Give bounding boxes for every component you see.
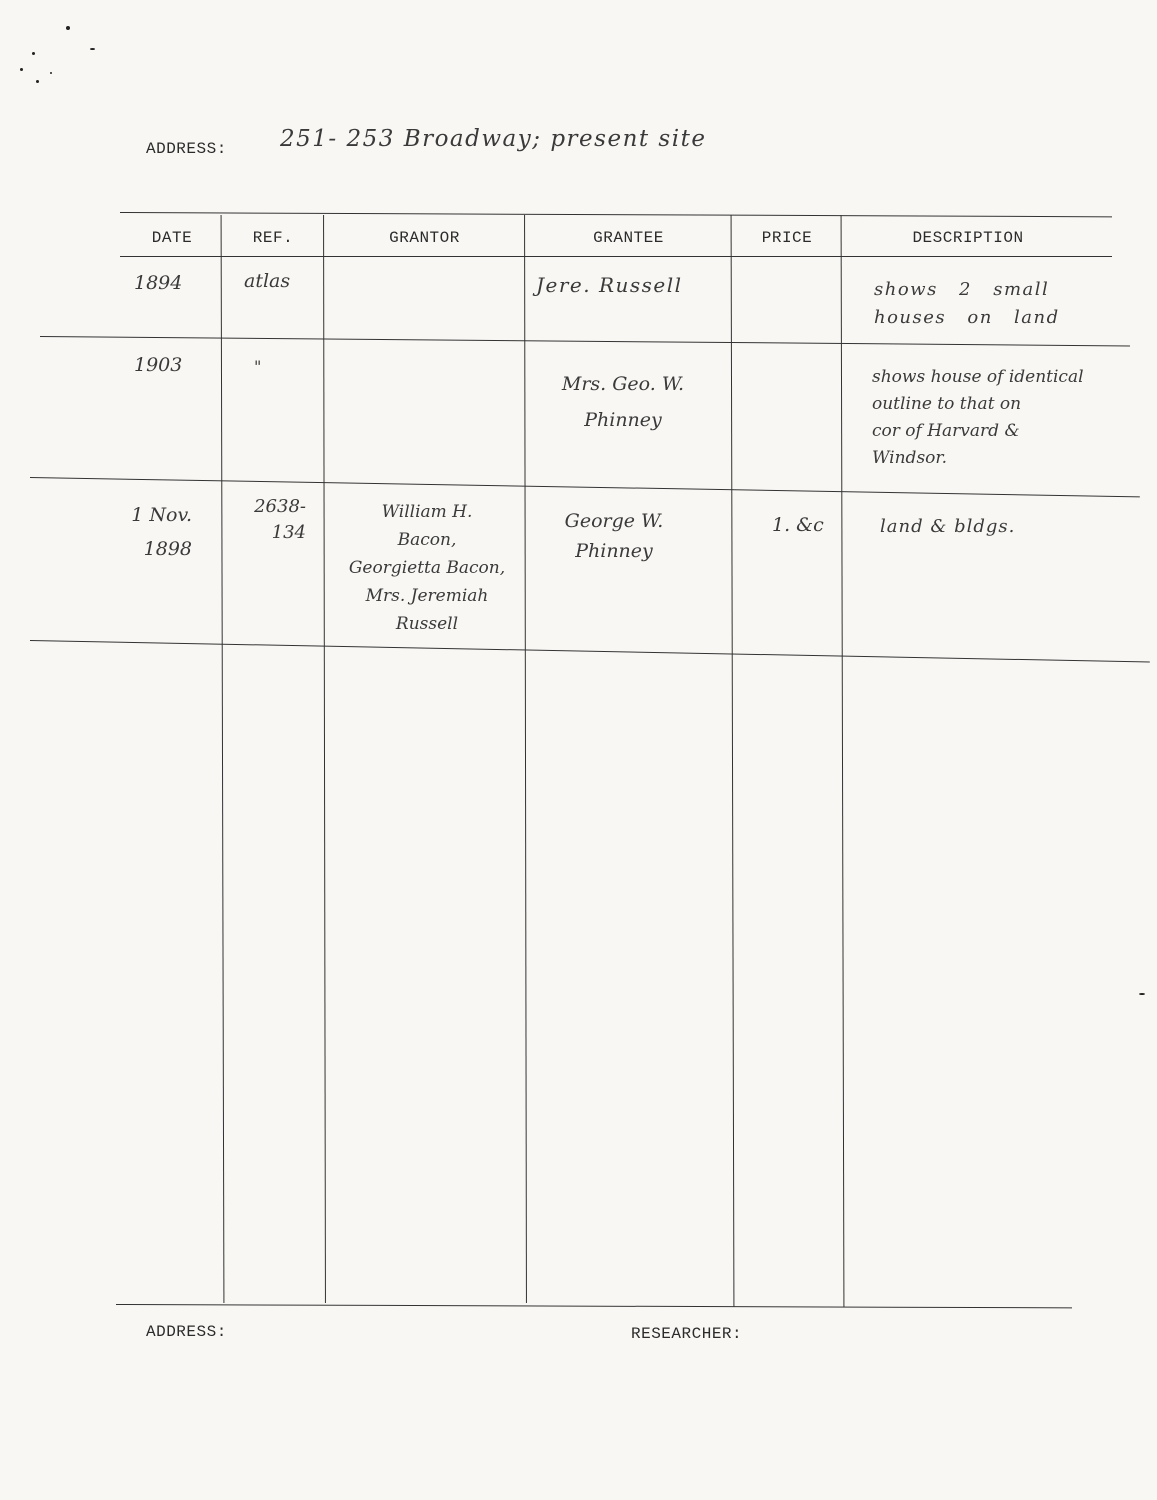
row2-ref: " bbox=[254, 357, 262, 376]
table-bottom-rule bbox=[116, 1304, 1072, 1308]
ink-speck bbox=[90, 48, 95, 50]
column-header-price: PRICE bbox=[761, 229, 813, 247]
ink-speck bbox=[20, 68, 23, 71]
ink-speck bbox=[36, 80, 39, 83]
row-separator bbox=[30, 640, 1150, 663]
column-divider bbox=[841, 215, 845, 1307]
row-separator bbox=[30, 477, 1140, 497]
row3-date: 1 Nov. 1898 bbox=[131, 504, 192, 560]
column-divider bbox=[524, 215, 527, 1303]
table-top-rule bbox=[120, 212, 1112, 217]
ink-speck bbox=[32, 52, 35, 55]
row1-ref: atlas bbox=[244, 270, 291, 292]
column-divider bbox=[731, 215, 735, 1307]
row1-date: 1894 bbox=[134, 272, 183, 294]
column-header-ref: REF. bbox=[252, 229, 294, 247]
footer-researcher-label: RESEARCHER: bbox=[631, 1325, 743, 1343]
ink-speck bbox=[66, 26, 70, 30]
column-divider bbox=[221, 215, 225, 1303]
row3-grantee: George W. Phinney bbox=[564, 510, 664, 562]
row3-price: 1. &c bbox=[772, 514, 824, 536]
footer-address-label: ADDRESS: bbox=[146, 1323, 227, 1341]
row3-description: land & bldgs. bbox=[880, 516, 1016, 537]
column-header-date: DATE bbox=[151, 229, 193, 247]
row3-grantor: William H. Bacon, Georgietta Bacon, Mrs. Jeremiah Russell bbox=[348, 502, 506, 634]
row3-ref: 2638- 134 bbox=[254, 496, 306, 543]
row2-grantee: Mrs. Geo. W. Phinney bbox=[561, 373, 685, 431]
column-header-description: DESCRIPTION bbox=[912, 229, 1024, 247]
address-value: 251- 253 Broadway; present site bbox=[280, 126, 707, 152]
ink-speck bbox=[50, 72, 52, 74]
column-header-grantor: GRANTOR bbox=[389, 229, 460, 247]
row2-description: shows house of identical outline to that on cor of Harvard & Windsor. bbox=[872, 367, 1084, 468]
address-label: ADDRESS: bbox=[146, 140, 227, 158]
column-header-grantee: GRANTEE bbox=[593, 229, 664, 247]
row1-grantee: Jere. Russell bbox=[536, 273, 683, 297]
column-divider bbox=[323, 215, 326, 1303]
row-separator bbox=[40, 336, 1130, 347]
row1-description: shows 2 small houses on land bbox=[874, 279, 1060, 328]
ink-speck bbox=[1139, 993, 1145, 995]
row2-date: 1903 bbox=[134, 354, 183, 376]
header-underline bbox=[120, 256, 1112, 257]
